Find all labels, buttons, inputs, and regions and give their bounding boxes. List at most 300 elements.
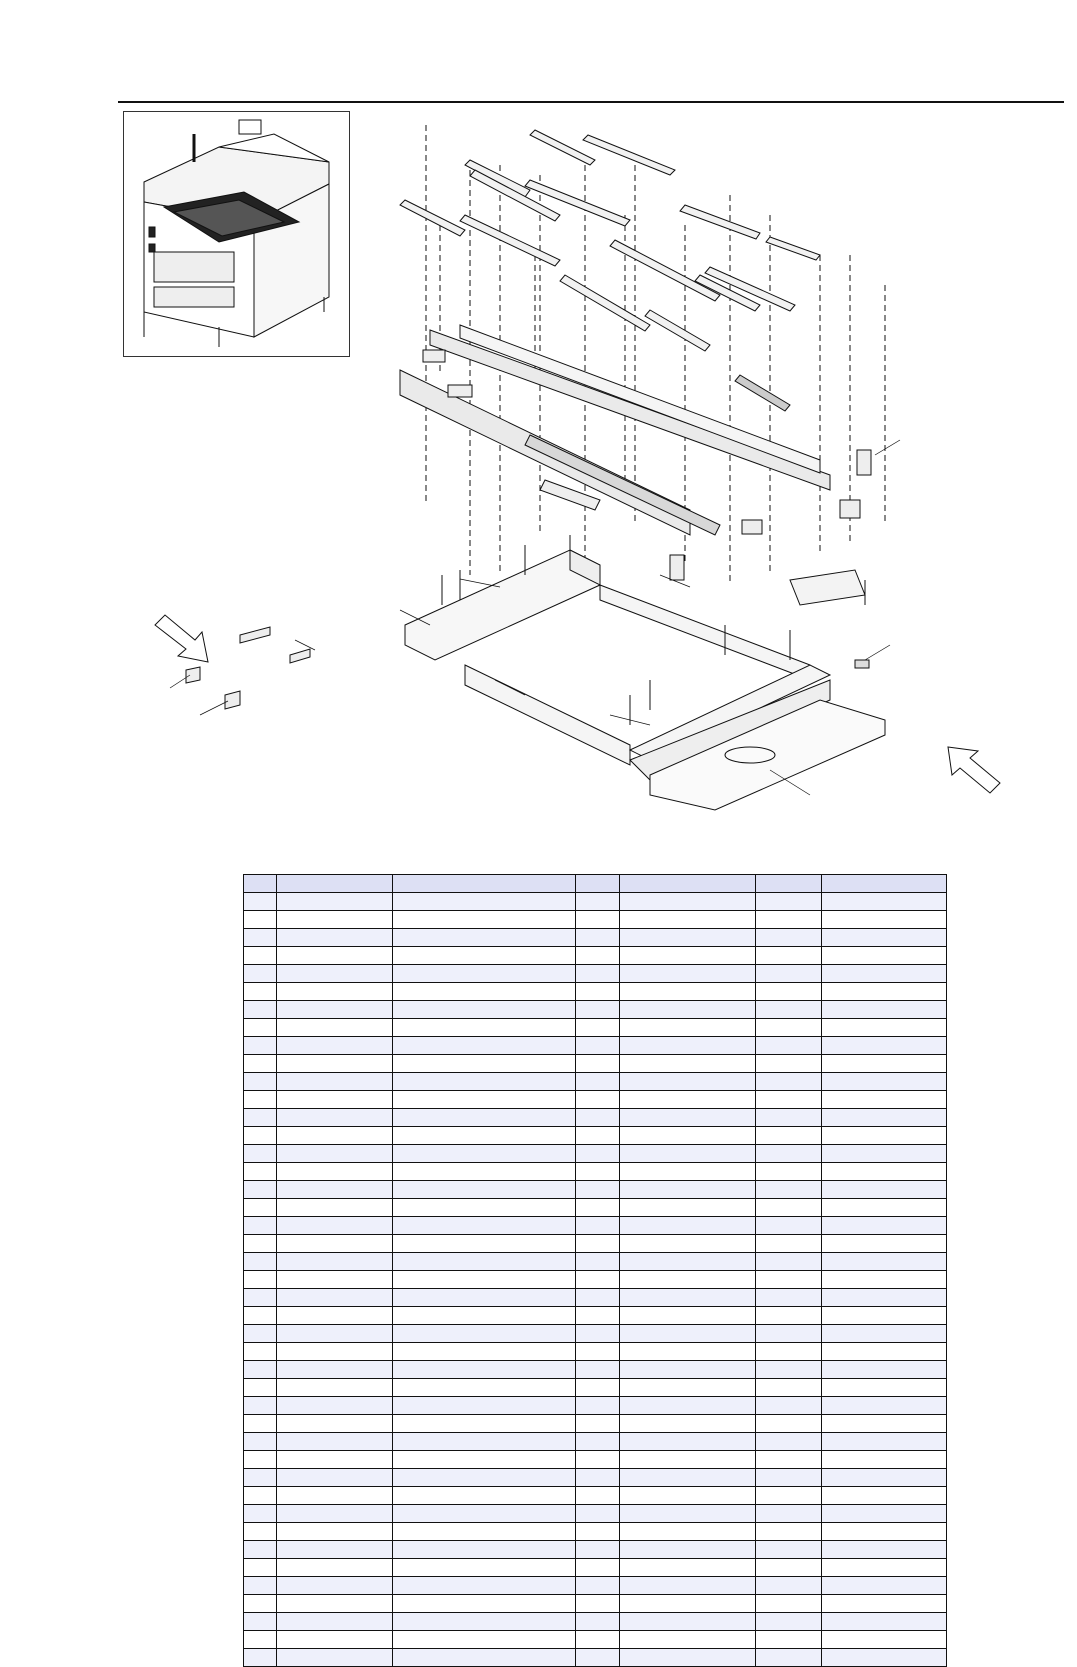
table-cell: [576, 1055, 619, 1073]
table-cell: [244, 1289, 277, 1307]
table-cell: [755, 893, 821, 911]
table-cell: [576, 1559, 619, 1577]
table-row: [244, 1649, 947, 1667]
table-cell: [277, 1469, 393, 1487]
table-cell: [244, 1307, 277, 1325]
table-cell: [244, 1343, 277, 1361]
table-row: [244, 929, 947, 947]
table-cell: [822, 893, 947, 911]
table-cell: [822, 1145, 947, 1163]
table-cell: [619, 1649, 755, 1667]
table-cell: [822, 1235, 947, 1253]
table-cell: [619, 1073, 755, 1091]
table-row: [244, 1307, 947, 1325]
table-cell: [822, 1001, 947, 1019]
table-cell: [277, 1451, 393, 1469]
table-cell: [576, 1217, 619, 1235]
table-cell: [277, 1559, 393, 1577]
table-cell: [755, 1397, 821, 1415]
table-cell: [576, 1649, 619, 1667]
header-rule: [118, 101, 1064, 103]
table-cell: [393, 1163, 576, 1181]
table-cell: [619, 1181, 755, 1199]
table-cell: [619, 947, 755, 965]
table-cell: [619, 1037, 755, 1055]
table-cell: [822, 1469, 947, 1487]
table-cell: [755, 1145, 821, 1163]
table-cell: [822, 1433, 947, 1451]
table-cell: [822, 911, 947, 929]
table-cell: [619, 1613, 755, 1631]
table-cell: [822, 1379, 947, 1397]
table-cell: [755, 1235, 821, 1253]
table-cell: [755, 1181, 821, 1199]
table-cell: [755, 1127, 821, 1145]
table-cell: [277, 1379, 393, 1397]
table-row: [244, 1055, 947, 1073]
table-cell: [755, 1541, 821, 1559]
table-cell: [576, 1253, 619, 1271]
table-cell: [244, 1523, 277, 1541]
table-cell: [755, 1613, 821, 1631]
table-cell: [755, 1361, 821, 1379]
table-row: [244, 1145, 947, 1163]
table-cell: [244, 1397, 277, 1415]
table-cell: [393, 1037, 576, 1055]
table-cell: [244, 1217, 277, 1235]
table-cell: [822, 947, 947, 965]
table-cell: [619, 1631, 755, 1649]
table-cell: [244, 1631, 277, 1649]
table-row: [244, 1505, 947, 1523]
table-cell: [277, 1433, 393, 1451]
table-cell: [393, 1109, 576, 1127]
table-cell: [244, 1019, 277, 1037]
table-cell: [277, 1541, 393, 1559]
table-cell: [244, 1073, 277, 1091]
table-cell: [755, 1505, 821, 1523]
table-cell: [393, 1577, 576, 1595]
table-cell: [822, 929, 947, 947]
table-cell: [277, 1307, 393, 1325]
table-cell: [755, 1631, 821, 1649]
table-cell: [755, 1451, 821, 1469]
table-cell: [619, 1577, 755, 1595]
table-row: [244, 1091, 947, 1109]
table-cell: [619, 1595, 755, 1613]
table-cell: [244, 1415, 277, 1433]
table-row: [244, 1271, 947, 1289]
table-cell: [244, 1433, 277, 1451]
table-cell: [576, 1379, 619, 1397]
table-cell: [277, 1649, 393, 1667]
table-cell: [619, 1217, 755, 1235]
table-cell: [244, 1253, 277, 1271]
table-cell: [244, 965, 277, 983]
table-cell: [822, 1181, 947, 1199]
table-cell: [277, 1055, 393, 1073]
table-cell: [619, 1433, 755, 1451]
table-row: [244, 1613, 947, 1631]
table-row: [244, 1127, 947, 1145]
table-cell: [755, 1487, 821, 1505]
table-cell: [576, 1577, 619, 1595]
table-cell: [576, 1415, 619, 1433]
table-cell: [244, 1271, 277, 1289]
table-cell: [244, 947, 277, 965]
table-cell: [755, 1253, 821, 1271]
table-cell: [277, 983, 393, 1001]
table-cell: [576, 947, 619, 965]
table-cell: [822, 1091, 947, 1109]
table-cell: [755, 1163, 821, 1181]
table-cell: [277, 1181, 393, 1199]
table-cell: [393, 1595, 576, 1613]
table-cell: [277, 1415, 393, 1433]
table-cell: [576, 1127, 619, 1145]
table-cell: [393, 1001, 576, 1019]
table-cell: [244, 1235, 277, 1253]
table-cell: [755, 1559, 821, 1577]
table-cell: [277, 1613, 393, 1631]
table-cell: [277, 1019, 393, 1037]
table-cell: [393, 893, 576, 911]
table-cell: [619, 1325, 755, 1343]
table-cell: [822, 1217, 947, 1235]
table-cell: [755, 929, 821, 947]
table-cell: [619, 1019, 755, 1037]
table-cell: [755, 1469, 821, 1487]
table-cell: [619, 1253, 755, 1271]
table-cell: [393, 1055, 576, 1073]
table-cell: [576, 911, 619, 929]
table-cell: [822, 1055, 947, 1073]
table-cell: [576, 1595, 619, 1613]
table-cell: [277, 1361, 393, 1379]
table-cell: [244, 1649, 277, 1667]
table-cell: [755, 1037, 821, 1055]
table-cell: [822, 1451, 947, 1469]
table-cell: [576, 1091, 619, 1109]
table-row: [244, 1361, 947, 1379]
table-cell: [277, 1091, 393, 1109]
table-cell: [755, 1325, 821, 1343]
table-cell: [277, 1487, 393, 1505]
table-cell: [822, 1397, 947, 1415]
table-cell: [755, 1343, 821, 1361]
table-cell: [393, 947, 576, 965]
table-cell: [619, 1163, 755, 1181]
table-row: [244, 1325, 947, 1343]
table-cell: [619, 965, 755, 983]
table-cell: [393, 1145, 576, 1163]
table-cell: [277, 1145, 393, 1163]
table-cell: [393, 1523, 576, 1541]
table-cell: [244, 1109, 277, 1127]
table-cell: [244, 1181, 277, 1199]
table-cell: [277, 1631, 393, 1649]
table-cell: [277, 1397, 393, 1415]
table-cell: [576, 1037, 619, 1055]
table-cell: [393, 1361, 576, 1379]
table-row: [244, 983, 947, 1001]
table-cell: [393, 1181, 576, 1199]
table-cell: [619, 1505, 755, 1523]
parts-table: [243, 874, 947, 1667]
table-cell: [244, 983, 277, 1001]
table-cell: [393, 1451, 576, 1469]
table-cell: [277, 1217, 393, 1235]
table-cell: [277, 1073, 393, 1091]
table-row: [244, 1253, 947, 1271]
table-cell: [277, 1235, 393, 1253]
table-row: [244, 947, 947, 965]
table-row: [244, 1577, 947, 1595]
table-cell: [393, 929, 576, 947]
table-cell: [393, 1325, 576, 1343]
table-cell: [393, 1019, 576, 1037]
table-cell: [822, 1415, 947, 1433]
table-cell: [277, 1343, 393, 1361]
exploded-view-drawing: [130, 105, 1060, 850]
table-cell: [244, 1451, 277, 1469]
table-cell: [619, 1109, 755, 1127]
table-cell: [277, 1577, 393, 1595]
table-cell: [244, 1595, 277, 1613]
table-cell: [393, 1199, 576, 1217]
table-cell: [755, 1433, 821, 1451]
table-header-cell: [393, 875, 576, 893]
table-cell: [576, 1307, 619, 1325]
table-cell: [393, 1217, 576, 1235]
table-cell: [755, 1109, 821, 1127]
table-cell: [576, 1451, 619, 1469]
table-cell: [277, 1595, 393, 1613]
table-cell: [619, 1289, 755, 1307]
table-cell: [576, 1343, 619, 1361]
table-cell: [393, 1505, 576, 1523]
table-row: [244, 1631, 947, 1649]
table-cell: [393, 1091, 576, 1109]
table-cell: [755, 1271, 821, 1289]
table-cell: [244, 1613, 277, 1631]
table-header-cell: [244, 875, 277, 893]
table-cell: [393, 1433, 576, 1451]
table-cell: [576, 1433, 619, 1451]
table-cell: [576, 1541, 619, 1559]
table-cell: [244, 1361, 277, 1379]
table-cell: [755, 1649, 821, 1667]
table-cell: [277, 1325, 393, 1343]
table-cell: [822, 1505, 947, 1523]
table-cell: [393, 965, 576, 983]
table-row: [244, 1469, 947, 1487]
table-cell: [822, 1037, 947, 1055]
table-row: [244, 1109, 947, 1127]
table-cell: [822, 1487, 947, 1505]
table-cell: [244, 1127, 277, 1145]
table-cell: [822, 1325, 947, 1343]
parts-table-body: [244, 875, 947, 1667]
table-cell: [244, 1145, 277, 1163]
table-cell: [619, 1271, 755, 1289]
table-header-cell: [619, 875, 755, 893]
table-cell: [619, 1397, 755, 1415]
table-cell: [822, 1649, 947, 1667]
table-row: [244, 1037, 947, 1055]
table-cell: [576, 1163, 619, 1181]
table-cell: [393, 1541, 576, 1559]
table-cell: [277, 965, 393, 983]
table-cell: [576, 965, 619, 983]
table-cell: [576, 1397, 619, 1415]
table-cell: [755, 1523, 821, 1541]
table-cell: [393, 1127, 576, 1145]
table-cell: [393, 1487, 576, 1505]
table-cell: [393, 1235, 576, 1253]
table-cell: [619, 1001, 755, 1019]
table-cell: [755, 1577, 821, 1595]
table-cell: [822, 1127, 947, 1145]
table-cell: [619, 1307, 755, 1325]
table-cell: [755, 1595, 821, 1613]
table-cell: [619, 893, 755, 911]
table-cell: [755, 1019, 821, 1037]
table-row: [244, 1595, 947, 1613]
table-cell: [277, 1271, 393, 1289]
table-cell: [619, 1469, 755, 1487]
table-cell: [576, 1199, 619, 1217]
table-header-cell: [822, 875, 947, 893]
table-row: [244, 1559, 947, 1577]
table-cell: [393, 1469, 576, 1487]
direction-arrow-left-icon: [150, 610, 220, 670]
table-cell: [393, 1613, 576, 1631]
table-cell: [619, 1343, 755, 1361]
table-cell: [755, 1073, 821, 1091]
table-header-cell: [576, 875, 619, 893]
table-cell: [244, 1541, 277, 1559]
table-cell: [822, 1361, 947, 1379]
table-cell: [576, 1001, 619, 1019]
table-row: [244, 1379, 947, 1397]
table-cell: [822, 1109, 947, 1127]
table-cell: [576, 1073, 619, 1091]
table-cell: [822, 1595, 947, 1613]
table-cell: [755, 1091, 821, 1109]
table-cell: [822, 1631, 947, 1649]
table-header-cell: [277, 875, 393, 893]
table-cell: [244, 1091, 277, 1109]
table-cell: [822, 965, 947, 983]
table-cell: [393, 1253, 576, 1271]
table-cell: [277, 1289, 393, 1307]
table-cell: [277, 929, 393, 947]
table-cell: [393, 1415, 576, 1433]
table-cell: [244, 1379, 277, 1397]
table-row: [244, 1343, 947, 1361]
table-row: [244, 893, 947, 911]
table-cell: [822, 1289, 947, 1307]
table-cell: [822, 1271, 947, 1289]
table-row: [244, 1541, 947, 1559]
table-cell: [755, 1379, 821, 1397]
table-row: [244, 965, 947, 983]
table-cell: [576, 1631, 619, 1649]
table-cell: [244, 1001, 277, 1019]
table-cell: [619, 1235, 755, 1253]
table-cell: [755, 965, 821, 983]
table-cell: [619, 1091, 755, 1109]
table-cell: [576, 1487, 619, 1505]
table-cell: [822, 1613, 947, 1631]
table-row: [244, 1181, 947, 1199]
table-cell: [822, 1199, 947, 1217]
table-cell: [576, 893, 619, 911]
table-cell: [619, 983, 755, 1001]
table-cell: [619, 1487, 755, 1505]
table-cell: [277, 947, 393, 965]
table-cell: [277, 1253, 393, 1271]
table-cell: [755, 1289, 821, 1307]
table-cell: [244, 1577, 277, 1595]
table-cell: [393, 1289, 576, 1307]
table-row: [244, 1451, 947, 1469]
table-cell: [277, 1505, 393, 1523]
table-cell: [822, 1343, 947, 1361]
table-cell: [619, 1361, 755, 1379]
table-cell: [619, 929, 755, 947]
table-cell: [619, 1523, 755, 1541]
table-cell: [393, 983, 576, 1001]
table-cell: [393, 1073, 576, 1091]
table-row: [244, 1199, 947, 1217]
table-cell: [576, 1505, 619, 1523]
table-header-cell: [755, 875, 821, 893]
table-cell: [576, 1361, 619, 1379]
table-cell: [619, 1379, 755, 1397]
table-row: [244, 911, 947, 929]
table-cell: [576, 1523, 619, 1541]
table-cell: [576, 1613, 619, 1631]
table-cell: [244, 1037, 277, 1055]
table-row: [244, 1415, 947, 1433]
table-cell: [619, 1055, 755, 1073]
table-row: [244, 1217, 947, 1235]
table-cell: [576, 929, 619, 947]
table-cell: [822, 983, 947, 1001]
table-cell: [755, 911, 821, 929]
table-cell: [576, 1145, 619, 1163]
table-cell: [822, 1163, 947, 1181]
table-row: [244, 1019, 947, 1037]
table-cell: [755, 1217, 821, 1235]
table-cell: [277, 1037, 393, 1055]
table-cell: [244, 893, 277, 911]
table-cell: [244, 1469, 277, 1487]
table-cell: [393, 1649, 576, 1667]
table-cell: [393, 1307, 576, 1325]
table-cell: [755, 947, 821, 965]
table-cell: [393, 1397, 576, 1415]
table-cell: [393, 1559, 576, 1577]
table-cell: [619, 1145, 755, 1163]
table-cell: [619, 1199, 755, 1217]
table-cell: [755, 983, 821, 1001]
table-cell: [576, 1181, 619, 1199]
table-cell: [244, 1055, 277, 1073]
table-cell: [755, 1307, 821, 1325]
